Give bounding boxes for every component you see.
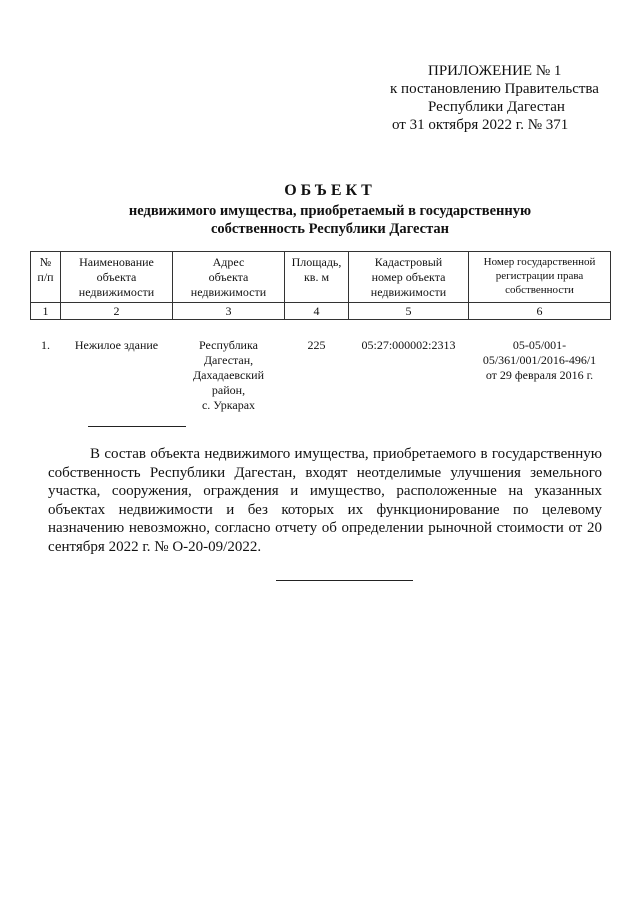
col-number-4: 4	[285, 303, 349, 320]
appendix-ref-date: от 31 октября 2022 г. № 371	[392, 117, 569, 133]
table-number-row	[31, 303, 611, 320]
col-number-5: 5	[349, 303, 469, 320]
appendix-number: ПРИЛОЖЕНИЕ № 1	[428, 63, 562, 79]
object-name: Нежилое здание	[74, 338, 159, 352]
registration-number: 05-05/001- 05/361/001/2016-496/1 от 29 февраля 2016 г.	[482, 338, 597, 382]
header-cell-number: № п/п	[31, 252, 61, 303]
header-cell-address: Адрес объекта недвижимости	[173, 252, 285, 303]
appendix-header	[360, 62, 600, 134]
document-subtitle	[40, 202, 620, 238]
col-number-6: 6	[469, 303, 611, 320]
composition-paragraph: В состав объекта недвижимого имущества, приобретаемого в государственную собственность Республики Дагестан, входят неотделимые улучшения земельного участка, сооружения, ограждения и имущество, расположенные на указанных объектах недвижимости и без которых их функционирование по целевому назначению невозможно, согласно отчету об определении рыночной стоимости от 20 сентября 2022 г. № О-20-09/2022.	[48, 446, 602, 555]
table-end-divider	[88, 426, 186, 427]
appendix-ref-republic: Республики Дагестан	[428, 99, 565, 115]
document-end-divider	[276, 580, 413, 581]
subtitle-line-2: собственность Республики Дагестан	[211, 221, 449, 237]
header-cell-area: Площадь, кв. м	[285, 252, 349, 303]
cadastral-number: 05:27:000002:2313	[361, 338, 456, 352]
objects-table	[30, 251, 611, 414]
table-header-row	[31, 252, 611, 303]
header-cell-registration: Номер государственной регистрации права собственности	[469, 252, 611, 303]
subtitle-line-1: недвижимого имущества, приобретаемый в государственную	[128, 203, 532, 219]
object-area: 225	[307, 338, 326, 352]
col-number-1: 1	[31, 303, 61, 320]
appendix-ref-line: к постановлению Правительства	[390, 81, 599, 97]
document-title: ОБЪЕКТ	[284, 182, 376, 199]
header-cell-name: Наименование объекта недвижимости	[61, 252, 173, 303]
object-address: Республика Дагестан, Дахадаевский район, с. Уркарах	[192, 338, 265, 412]
table-row	[31, 320, 611, 415]
header-cell-cadastral: Кадастровый номер объекта недвижимости	[349, 252, 469, 303]
row-number: 1.	[41, 338, 50, 352]
col-number-3: 3	[173, 303, 285, 320]
col-number-2: 2	[61, 303, 173, 320]
